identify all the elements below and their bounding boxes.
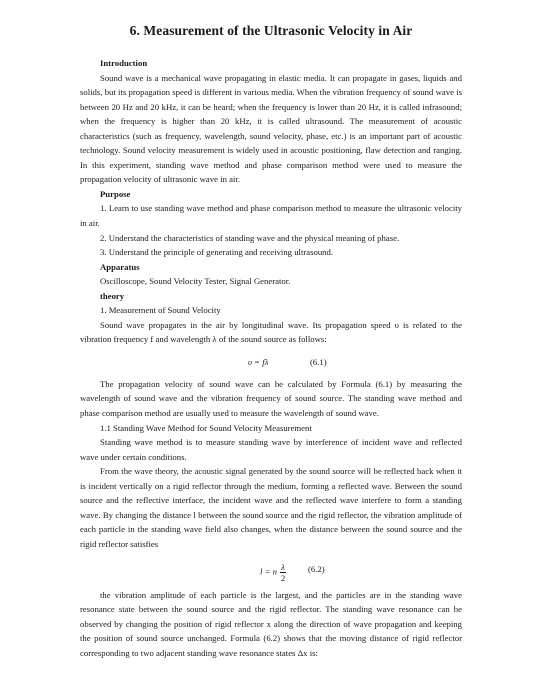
formula-6-1-number: (6.1) xyxy=(310,356,327,367)
formula-6-2 xyxy=(80,554,462,584)
introduction-paragraph: Sound wave is a mechanical wave propagating in elastic media. It can propagate in gases, liquids and solids, but its propagation speed is different in various media. When the vibration frequency of sound wave is between 20 Hz and 20 kHz, it can be heard; when the frequency is lower than 20 Hz, it is called infrasound; when the frequency is higher than 20 kHz, it is called ultrasound. The measurement of acoustic characteristics (such as frequency, wavelength, sound velocity, phase, etc.) is an important part of acoustic technology. Sound velocity measurement is widely used in acoustic positioning, flaw detection and ranging. In this experiment, standing wave method and phase comparison method were used to measure the propagation velocity of ultrasonic wave in air. xyxy=(80,72,462,185)
theory-paragraph-3: Standing wave method is to measure standing wave by interference of incident wave and reflected wave under certain conditions. xyxy=(80,437,462,462)
formula-6-2-lhs: l = n xyxy=(260,566,277,576)
apparatus-heading: Apparatus xyxy=(100,261,140,272)
purpose-item-1: 1. Learn to use standing wave method and phase comparison method to measure the ultrasonic velocity in air. xyxy=(80,203,462,229)
formula-6-1-expression: υ = fλ xyxy=(248,356,269,367)
formula-6-2-number: (6.2) xyxy=(308,563,325,574)
page-title: 6. Measurement of the Ultrasonic Velocity in Air xyxy=(129,23,413,38)
theory-paragraph-5: the vibration amplitude of each particle is the largest, and the particles are in the standing wave resonance state between the sound source and the rigid reflector. The standing wave resonance can be observed by changing the position of rigid reflector x along the direction of wave propagation and keeping the position of sound source unchanged. Formula (6.2) shows that the moving distance of rigid reflector corresponding to two adjacent standing wave resonance states Δx is: xyxy=(80,589,462,658)
introduction-heading: Introduction xyxy=(100,58,148,68)
purpose-heading: Purpose xyxy=(100,188,131,199)
formula-6-2-expression xyxy=(260,562,286,583)
theory-heading: theory xyxy=(100,290,125,301)
theory-subheading-1-1: 1.1 Standing Wave Method for Sound Velocity Measurement xyxy=(100,422,312,433)
theory-paragraph-1: Sound wave propagates in the air by longitudinal wave. Its propagation speed υ is related to the vibration frequency f and wavelength λ of the sound source as follows: xyxy=(80,319,462,345)
formula-6-1 xyxy=(80,351,462,373)
purpose-item-2: 2. Understand the characteristics of standing wave and the physical meaning of phase. xyxy=(100,232,400,243)
theory-subheading-1: 1. Measurement of Sound Velocity xyxy=(100,305,221,316)
theory-paragraph-4: From the wave theory, the acoustic signal generated by the sound source will be reflected back when it is incident vertically on a rigid reflector through the medium, forming a reflected wave. Between the sound source and the reflective interface, the incident wave and the reflected wave interfere to form a standing wave. By changing the distance l between the sound source and the rigid reflector, the vibration amplitude of each particle in the standing wave field also changes, when the distance between the sound source and the rigid reflector satisfies xyxy=(80,466,462,549)
theory-paragraph-2: The propagation velocity of sound wave can be calculated by Formula (6.1) by measuring the wavelength of sound wave and the vibration frequency of sound source. The standing wave method and phase comparison method are usually used to measure the wavelength of sound wave. xyxy=(80,378,462,419)
purpose-item-3: 3. Understand the principle of generating and receiving ultrasound. xyxy=(100,247,334,258)
formula-6-2-numerator: λ xyxy=(281,561,285,572)
formula-6-2-denominator: 2 xyxy=(280,572,286,583)
formula-6-2-fraction xyxy=(280,562,286,583)
apparatus-text: Oscilloscope, Sound Velocity Tester, Signal Generator. xyxy=(100,276,291,287)
